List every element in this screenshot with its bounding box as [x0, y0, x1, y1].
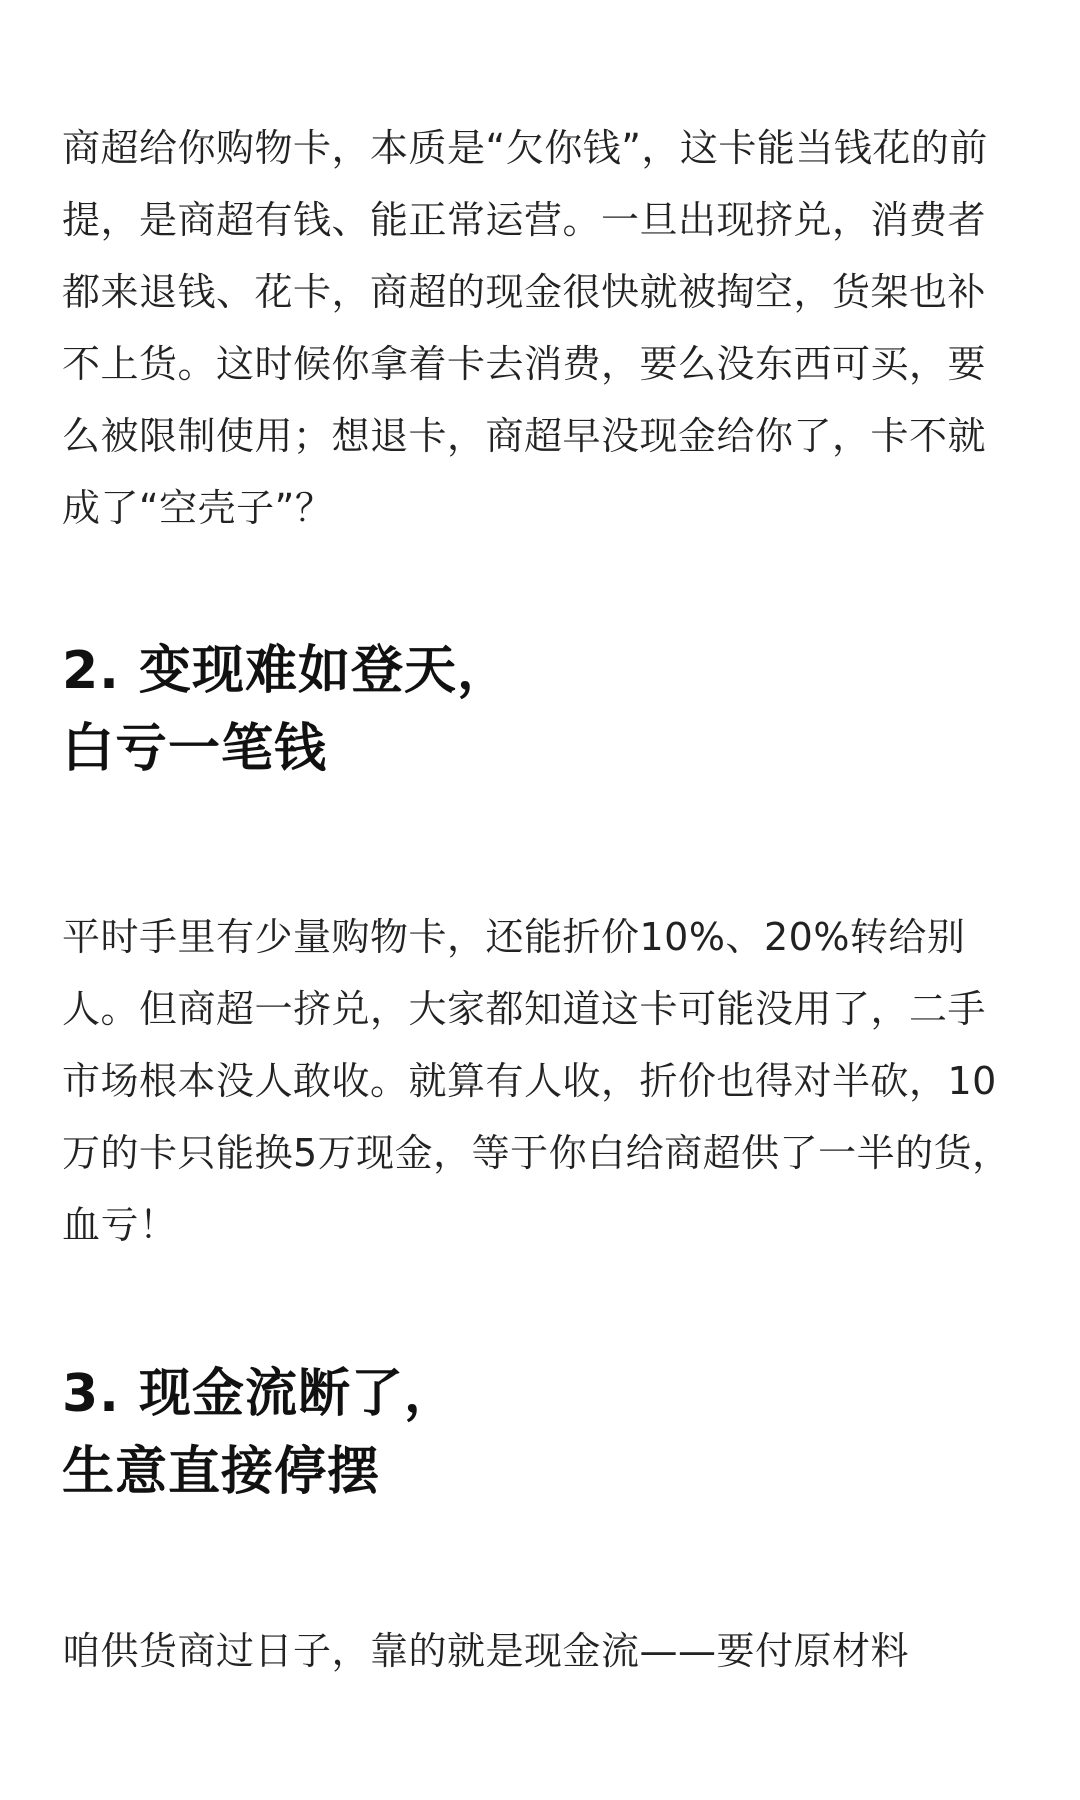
section-heading-2: [62, 632, 1022, 788]
section-heading-3-line2: 生意直接停摆: [62, 1442, 381, 1502]
section-heading-3-line1: 3. 现金流断了，: [62, 1364, 458, 1424]
paragraph-shopping-card: 商超给你购物卡，本质是“欠你钱”，这卡能当钱花的前提，是商超有钱、能正常运营。一旦出现挤兑，消费者都来退钱、花卡，商超的现金很快就被掏空，货架也补不上货。这时候你拿着卡去消费，要么没东西可买，要么被限制使用；想退卡，商超早没现金给你了，卡不就成了“空壳子”？: [62, 126, 988, 530]
paragraph-cash-flow: 咱供货商过日子，靠的就是现金流——要付原材料: [62, 1629, 910, 1673]
section-heading-2-line1: 2. 变现难如登天，: [62, 641, 511, 701]
section-heading-3: [62, 1355, 1022, 1511]
paragraph-cash-out: 平时手里有少量购物卡，还能折价10%、20%转给别人。但商超一挤兑，大家都知道这卡可能没用了，二手市场根本没人敢收。就算有人收，折价也得对半砍，10万的卡只能换5万现金，等于你白给商超供了一半的货，血亏！: [62, 915, 1011, 1247]
section-heading-2-line2: 白亏一笔钱: [62, 719, 328, 779]
